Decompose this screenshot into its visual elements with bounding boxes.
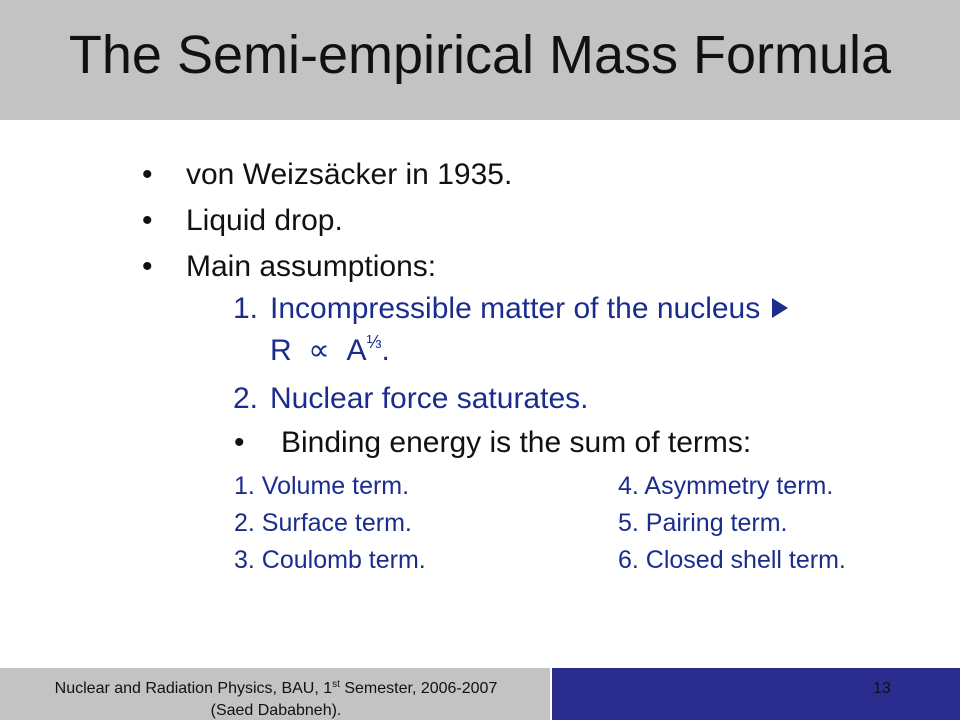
bullet-dot: • — [142, 250, 153, 283]
mass-number-symbol: A — [346, 334, 367, 367]
bullet-dot: • — [142, 158, 153, 191]
term-item: 1. Volume term. — [234, 472, 410, 500]
assumption-label: Incompressible matter of the nucleus — [270, 292, 761, 325]
bullet-dot: • — [142, 204, 153, 237]
sub-bullet-text: Binding energy is the sum of terms: — [281, 426, 752, 459]
radius-relation — [270, 332, 390, 367]
relation-period: . — [381, 334, 390, 367]
term-item: 5. Pairing term. — [618, 509, 788, 537]
bullet-text: Liquid drop. — [186, 204, 343, 237]
slide-title: The Semi-empirical Mass Formula — [68, 25, 892, 85]
radius-symbol: R — [270, 334, 292, 367]
term-item: 6. Closed shell term. — [618, 546, 846, 574]
right-arrow-icon — [772, 298, 788, 318]
footer-line-1 — [0, 678, 552, 700]
assumption-text — [270, 294, 788, 324]
term-item: 3. Coulomb term. — [234, 546, 426, 574]
bullet-text: von Weizsäcker in 1935. — [186, 158, 513, 191]
exponent: ⅓ — [366, 332, 382, 352]
footer-course: Nuclear and Radiation Physics, BAU, 1 — [54, 680, 333, 697]
bullet-dot: • — [234, 426, 245, 459]
proportional-symbol: ∝ — [308, 334, 330, 367]
footer-semester: Semester, 2006-2007 — [339, 680, 498, 697]
term-item: 4. Asymmetry term. — [618, 472, 834, 500]
footer-caption — [0, 678, 552, 720]
footer-line-2: (Saed Dababneh). — [210, 702, 342, 719]
term-item: 2. Surface term. — [234, 509, 412, 537]
assumption-number: 2. — [233, 382, 259, 415]
assumption-number: 1. — [233, 292, 259, 325]
page-number: 13 — [873, 680, 891, 697]
assumption-text: Nuclear force saturates. — [270, 382, 589, 415]
footer-ordinal: st — [332, 679, 340, 690]
bullet-text: Main assumptions: — [186, 250, 437, 283]
